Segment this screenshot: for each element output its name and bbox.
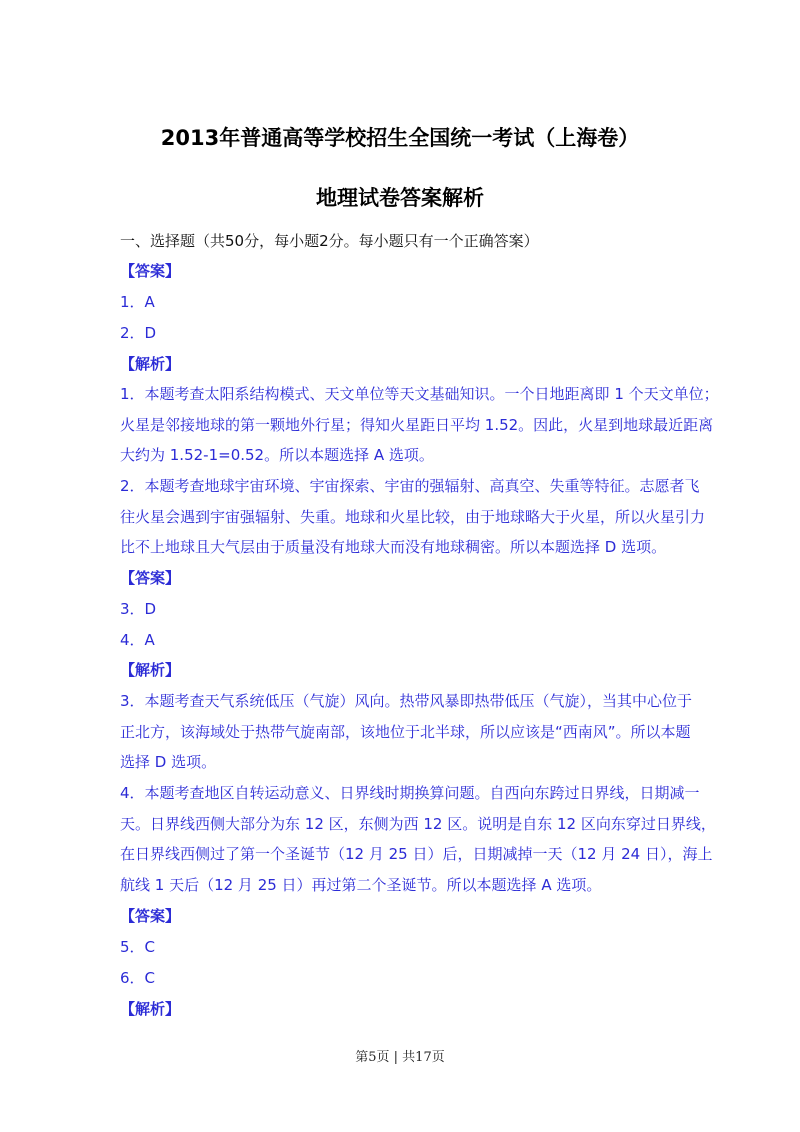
text-line: 5．C	[120, 938, 156, 956]
document-subtitle: 地理试卷答案解析	[316, 186, 484, 210]
text-line: 6．C	[120, 969, 156, 987]
text-line: 2．D	[120, 324, 157, 342]
text-line: 比不上地球且大气层由于质量没有地球大而没有地球稠密。所以本题选择 D 选项。	[120, 538, 667, 556]
text-line: 【答案】	[120, 262, 181, 280]
text-line: 正北方，该海域处于热带气旋南部，该地位于北半球，所以应该是“西南风”。所以本题	[120, 723, 691, 741]
text-line: 1．A	[120, 293, 155, 311]
text-line: 天。日界线西侧大部分为东 12 区，东侧为西 12 区。说明是自东 12 区向东穿过日界线，	[120, 815, 716, 833]
text-line: 在日界线西侧过了第一个圣诞节（12 月 25 日）后，日期减掉一天（12 月 24 日），海上	[120, 845, 713, 863]
text-line: 【答案】	[120, 907, 181, 925]
text-line: 选择 D 选项。	[120, 753, 217, 771]
text-line: 大约为 1.52-1=0.52。所以本题选择 A 选项。	[120, 446, 434, 464]
text-line: 【解析】	[120, 1000, 181, 1018]
page-footer: 第5页 | 共17页	[355, 1050, 445, 1065]
text-line: 2．本题考查地球宇宙环境、宇宙探索、宇宙的强辐射、高真空、失重等特征。志愿者飞	[120, 477, 700, 495]
text-line: 4．A	[120, 631, 155, 649]
document-title: 2013年普通高等学校招生全国统一考试（上海卷）	[160, 126, 640, 150]
text-line: 4．本题考查地区自转运动意义、日界线时期换算问题。自西向东跨过日界线，日期减一	[120, 784, 700, 802]
text-line: 3．D	[120, 600, 157, 618]
text-line: 1．本题考查太阳系结构模式、天文单位等天文基础知识。一个日地距离即 1 个天文单位；	[120, 385, 719, 403]
text-line: 火星是邻接地球的第一颗地外行星；得知火星距日平均 1.52。因此，火星到地球最近距离	[120, 416, 714, 434]
text-line: 往火星会遇到宇宙强辐射、失重。地球和火星比较，由于地球略大于火星，所以火星引力	[120, 508, 706, 526]
text-line: 3．本题考查天气系统低压（气旋）风向。热带风暴即热带低压（气旋），当其中心位于	[120, 692, 693, 710]
text-line: 【解析】	[120, 661, 181, 679]
text-line: 一、选择题（共50分，每小题2分。每小题只有一个正确答案）	[120, 232, 539, 250]
text-line: 航线 1 天后（12 月 25 日）再过第二个圣诞节。所以本题选择 A 选项。	[120, 876, 602, 894]
text-line: 【答案】	[120, 569, 181, 587]
text-line: 【解析】	[120, 355, 181, 373]
